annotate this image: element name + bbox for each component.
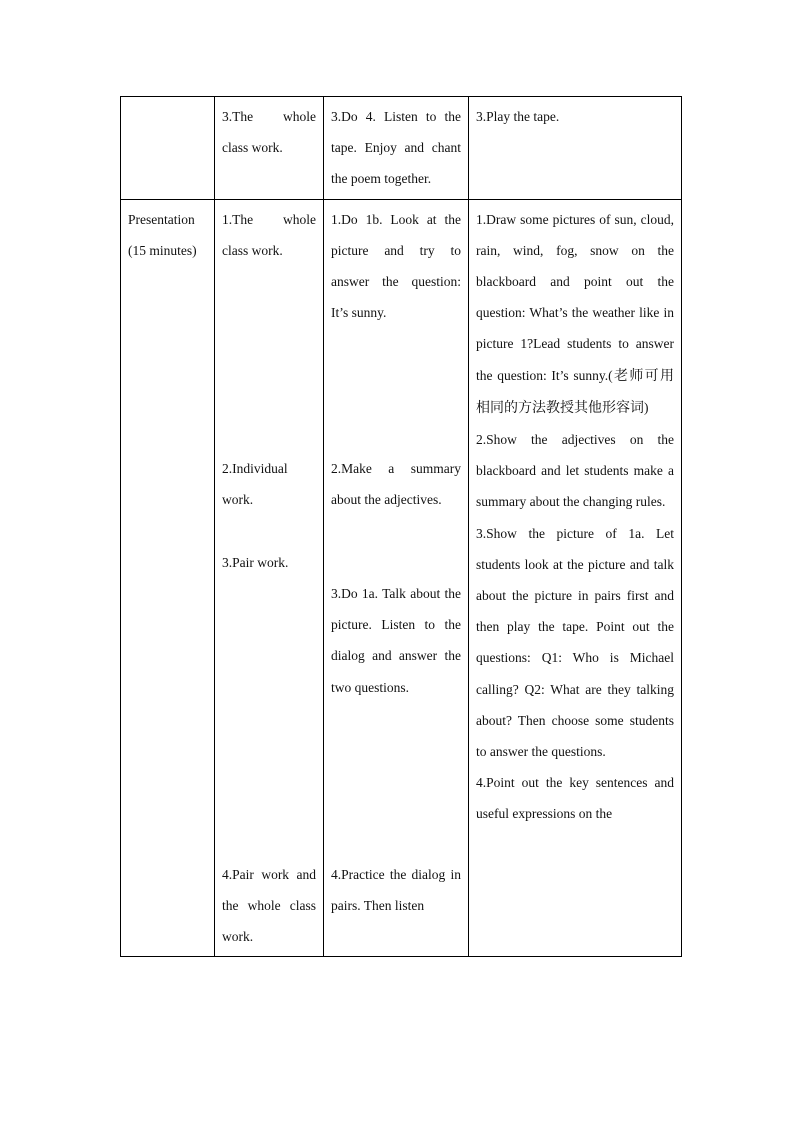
table-row: [121, 97, 682, 200]
student-activity-item: 4.Practice the dialog in pairs. Then listen: [331, 866, 461, 913]
teacher-activity-cell: [469, 199, 682, 957]
spacer: [222, 516, 316, 547]
organization-cell: [215, 199, 324, 957]
spacer: [331, 422, 461, 453]
spacer: [222, 266, 316, 360]
stage-cell: [121, 199, 215, 957]
organization-item: 4.Pair work and the whole class work.: [222, 866, 316, 945]
stage-cell: [121, 97, 215, 200]
teacher-activity-text: 1.Draw some pictures of sun, cloud, rain, wind, fog, snow on the blackboard and point out the question: What’s the weather like in picture 1?Lead students to answer the question: It’s sunny.(: [476, 211, 674, 383]
spacer: [222, 578, 316, 828]
organization-item: 2.Individual work.: [222, 461, 288, 508]
table-row: [121, 199, 682, 957]
teacher-activity-item: 2.Show the adjectives on the blackboard and let students make a summary about the changing rules.: [476, 432, 674, 510]
spacer: [331, 516, 461, 547]
student-activity-cell: [324, 199, 469, 957]
student-activity-item: 1.Do 1b. Look at the picture and try to answer the question: It’s sunny.: [331, 211, 461, 321]
spacer: [331, 547, 461, 578]
spacer: [222, 828, 316, 859]
stage-time: (15 minutes): [128, 242, 197, 258]
teacher-note-close: ): [644, 399, 649, 415]
student-activity-item: 2.Make a summary about the adjectives.: [331, 461, 461, 508]
teacher-activity-item: 3.Play the tape.: [476, 109, 560, 124]
lesson-plan-table: [120, 96, 682, 957]
teacher-activity-item: 3.Show the picture of 1a. Let students look at the picture and talk about the picture in pairs first and then play the tape. Point out the questions: Q1: Who is Michael calling? Q2: What are they talking about? Then choose some students to answer the questions.: [476, 525, 674, 760]
organization-cell: [215, 97, 324, 200]
teacher-activity-cell: [469, 97, 682, 200]
organization-item: 1.The whole class work.: [222, 211, 316, 258]
student-activity-item: 3.Do 4. Listen to the tape. Enjoy and chant the poem together.: [331, 109, 461, 187]
teacher-activity-item: [476, 204, 674, 424]
spacer: [331, 796, 461, 858]
organization-item: 3.The whole class work.: [222, 109, 316, 156]
spacer: [331, 703, 461, 797]
teacher-note-chinese: 老师可用相同的方法教授其他形容词: [476, 367, 674, 416]
spacer: [331, 328, 461, 422]
stage-name: Presentation: [128, 211, 195, 227]
organization-item: 3.Pair work.: [222, 554, 289, 570]
student-activity-item: 3.Do 1a. Talk about the picture. Listen to the dialog and answer the two questions.: [331, 585, 461, 695]
student-activity-cell: [324, 97, 469, 200]
spacer: [222, 360, 316, 454]
teacher-activity-item: 4.Point out the key sentences and useful expressions on the: [476, 775, 674, 822]
